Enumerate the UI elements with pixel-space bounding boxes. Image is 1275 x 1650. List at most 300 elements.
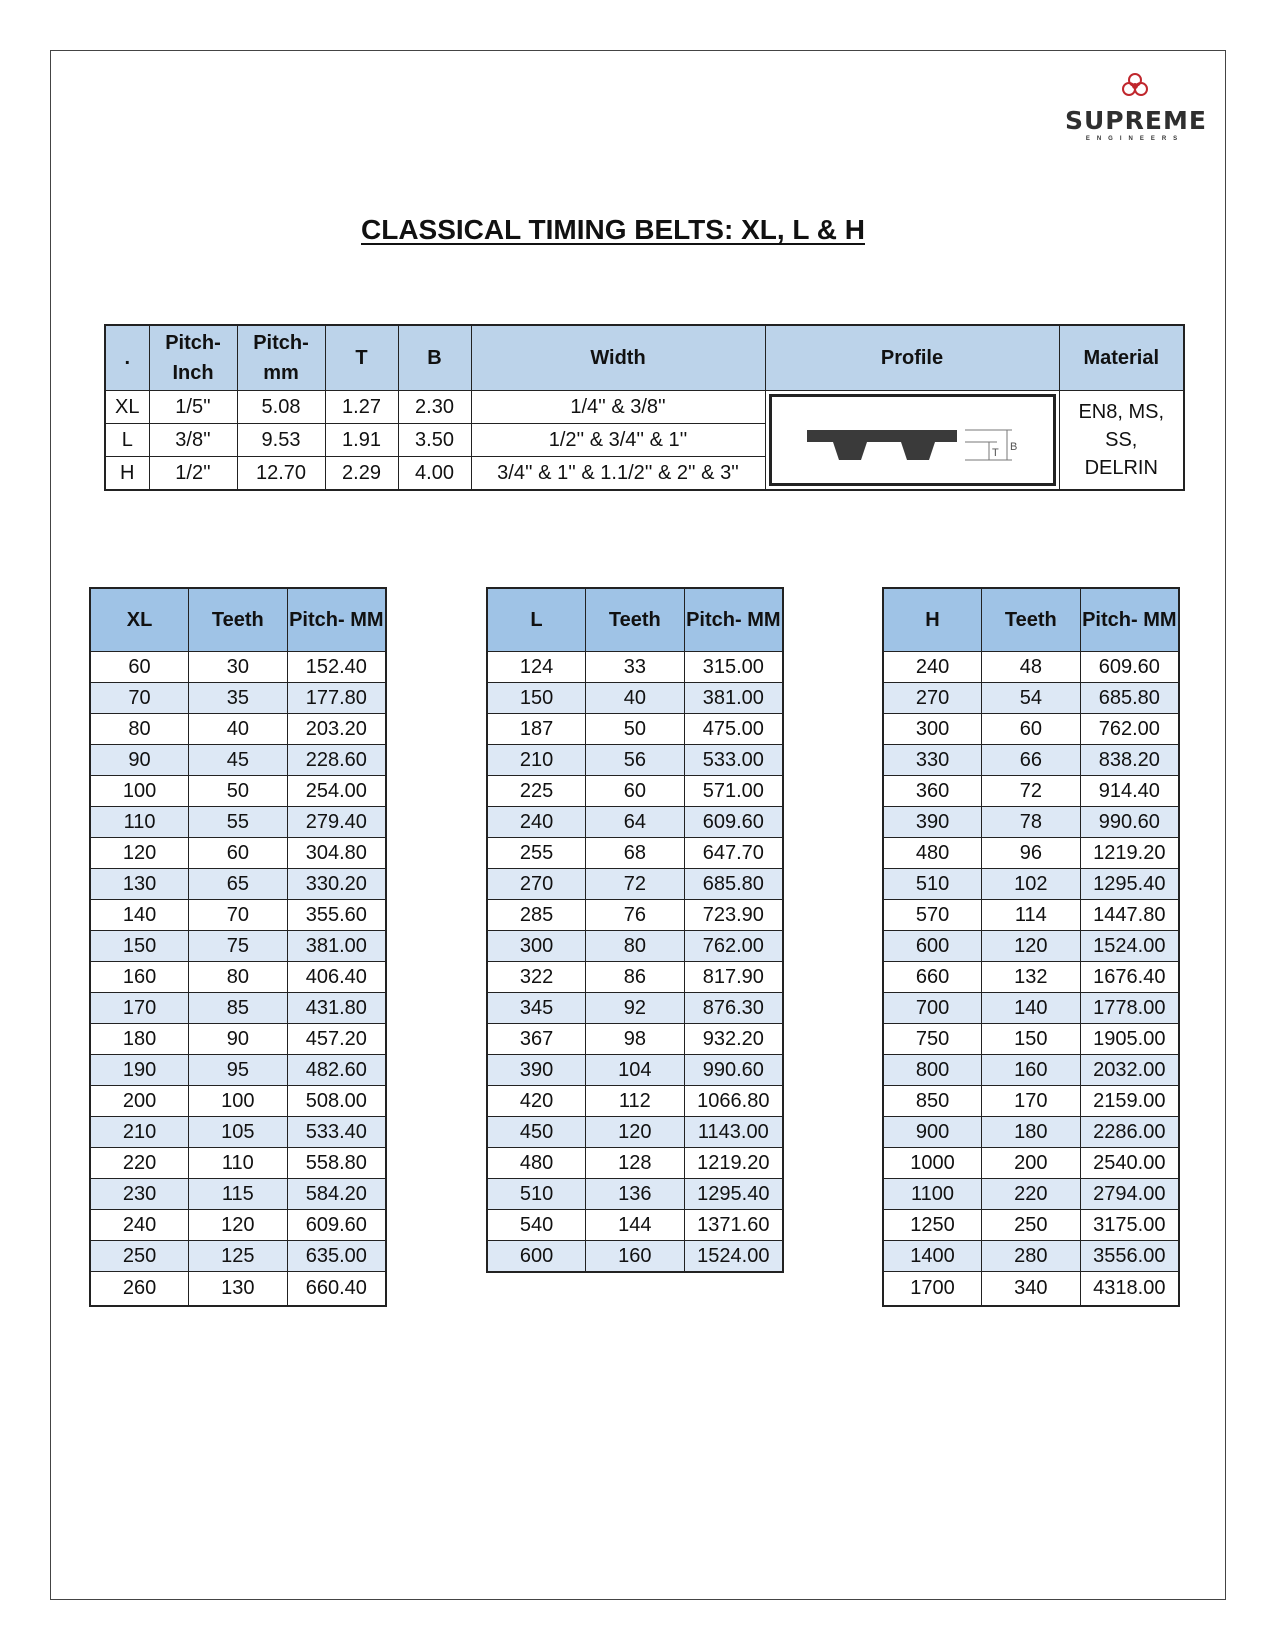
table-cell: 3556.00 xyxy=(1080,1241,1179,1272)
table-cell: 571.00 xyxy=(684,776,783,807)
table-cell: 990.60 xyxy=(684,1055,783,1086)
profile-cell xyxy=(765,391,1059,491)
table-cell: 723.90 xyxy=(684,900,783,931)
table-row xyxy=(90,714,386,745)
spec-header-b: B xyxy=(398,325,471,391)
table-cell: 85 xyxy=(189,993,288,1024)
table-cell: 2540.00 xyxy=(1080,1148,1179,1179)
table-row xyxy=(90,1148,386,1179)
col-header-teeth: Teeth xyxy=(586,588,685,652)
table-cell: 33 xyxy=(586,652,685,683)
table-row xyxy=(90,1055,386,1086)
table-cell: 1447.80 xyxy=(1080,900,1179,931)
table-cell: 1676.40 xyxy=(1080,962,1179,993)
profile-diagram xyxy=(769,394,1056,486)
table-cell: 68 xyxy=(586,838,685,869)
table-cell: 40 xyxy=(189,714,288,745)
table-cell: 322 xyxy=(487,962,586,993)
spec-header-type: . xyxy=(105,325,149,391)
table-cell: 70 xyxy=(90,683,189,714)
table-row xyxy=(90,931,386,962)
table-cell: 220 xyxy=(90,1148,189,1179)
table-row xyxy=(90,807,386,838)
table-cell: 30 xyxy=(189,652,288,683)
table-cell: 210 xyxy=(487,745,586,776)
table-cell: 60 xyxy=(189,838,288,869)
table-cell: 1066.80 xyxy=(684,1086,783,1117)
table-cell: 1778.00 xyxy=(1080,993,1179,1024)
table-row xyxy=(90,962,386,993)
spec-header-pitch-mm: Pitch- mm xyxy=(237,325,325,391)
table-cell: 80 xyxy=(189,962,288,993)
table-cell: 457.20 xyxy=(287,1024,386,1055)
table-cell: 240 xyxy=(90,1210,189,1241)
table-cell: 86 xyxy=(586,962,685,993)
spec-header-profile: Profile xyxy=(765,325,1059,391)
table-row xyxy=(90,1024,386,1055)
material-line: DELRIN xyxy=(1084,457,1158,479)
table-cell: 124 xyxy=(487,652,586,683)
table-row xyxy=(883,1086,1179,1117)
table-cell: 2032.00 xyxy=(1080,1055,1179,1086)
table-cell: 100 xyxy=(90,776,189,807)
table-row xyxy=(883,1272,1179,1307)
table-cell: 190 xyxy=(90,1055,189,1086)
table-cell: 152.40 xyxy=(287,652,386,683)
table-cell: 990.60 xyxy=(1080,807,1179,838)
table-row xyxy=(883,1148,1179,1179)
table-cell: 330 xyxy=(883,745,982,776)
spec-cell: L xyxy=(105,424,149,457)
belt-profile-icon xyxy=(797,410,1027,470)
spec-cell: 3/4'' & 1'' & 1.1/2'' & 2'' & 3'' xyxy=(471,457,765,491)
table-cell: 48 xyxy=(982,652,1081,683)
spec-cell: 1/2'' & 3/4'' & 1'' xyxy=(471,424,765,457)
table-row xyxy=(487,683,783,714)
table-header-row xyxy=(487,588,783,652)
table-cell: 285 xyxy=(487,900,586,931)
table-cell: 140 xyxy=(982,993,1081,1024)
table-cell: 92 xyxy=(586,993,685,1024)
table-cell: 270 xyxy=(883,683,982,714)
table-cell: 508.00 xyxy=(287,1086,386,1117)
xl-length-table xyxy=(89,587,387,1307)
table-row xyxy=(487,1117,783,1148)
table-cell: 230 xyxy=(90,1179,189,1210)
table-cell: 762.00 xyxy=(684,931,783,962)
table-cell: 685.80 xyxy=(684,869,783,900)
table-cell: 60 xyxy=(586,776,685,807)
table-cell: 1000 xyxy=(883,1148,982,1179)
table-cell: 1219.20 xyxy=(1080,838,1179,869)
table-row xyxy=(883,993,1179,1024)
table-row xyxy=(487,714,783,745)
table-cell: 300 xyxy=(487,931,586,962)
h-length-table xyxy=(882,587,1180,1307)
spec-cell: 2.29 xyxy=(325,457,398,491)
table-row xyxy=(90,993,386,1024)
table-cell: 850 xyxy=(883,1086,982,1117)
spec-row-xl xyxy=(105,391,1184,424)
table-row xyxy=(883,931,1179,962)
table-row xyxy=(883,838,1179,869)
table-row xyxy=(90,1117,386,1148)
table-cell: 78 xyxy=(982,807,1081,838)
col-header-l: L xyxy=(487,588,586,652)
table-row xyxy=(487,807,783,838)
table-cell: 102 xyxy=(982,869,1081,900)
table-row xyxy=(883,1179,1179,1210)
table-row xyxy=(487,900,783,931)
table-row xyxy=(90,1272,386,1307)
table-cell: 817.90 xyxy=(684,962,783,993)
table-cell: 1143.00 xyxy=(684,1117,783,1148)
table-cell: 90 xyxy=(189,1024,288,1055)
table-cell: 279.40 xyxy=(287,807,386,838)
table-cell: 420 xyxy=(487,1086,586,1117)
spec-cell: 3/8'' xyxy=(149,424,237,457)
table-row xyxy=(90,683,386,714)
spec-header-t: T xyxy=(325,325,398,391)
table-cell: 45 xyxy=(189,745,288,776)
table-row xyxy=(487,869,783,900)
table-cell: 260 xyxy=(90,1272,189,1307)
col-header-pitch-mm: Pitch- MM xyxy=(287,588,386,652)
table-cell: 355.60 xyxy=(287,900,386,931)
table-cell: 635.00 xyxy=(287,1241,386,1272)
spec-cell: 3.50 xyxy=(398,424,471,457)
table-cell: 76 xyxy=(586,900,685,931)
table-row xyxy=(90,1241,386,1272)
spec-cell: 12.70 xyxy=(237,457,325,491)
table-cell: 304.80 xyxy=(287,838,386,869)
table-cell: 360 xyxy=(883,776,982,807)
company-logo xyxy=(1065,72,1205,142)
logo-rings-icon xyxy=(1121,72,1149,98)
table-cell: 66 xyxy=(982,745,1081,776)
table-cell: 270 xyxy=(487,869,586,900)
table-cell: 390 xyxy=(487,1055,586,1086)
material-line: SS, xyxy=(1105,429,1138,451)
table-cell: 750 xyxy=(883,1024,982,1055)
table-cell: 475.00 xyxy=(684,714,783,745)
table-cell: 838.20 xyxy=(1080,745,1179,776)
table-cell: 228.60 xyxy=(287,745,386,776)
table-row xyxy=(883,962,1179,993)
table-cell: 390 xyxy=(883,807,982,838)
table-cell: 1250 xyxy=(883,1210,982,1241)
table-cell: 120 xyxy=(586,1117,685,1148)
table-row xyxy=(90,1086,386,1117)
table-cell: 132 xyxy=(982,962,1081,993)
table-row xyxy=(883,745,1179,776)
table-cell: 540 xyxy=(487,1210,586,1241)
table-row xyxy=(883,807,1179,838)
table-cell: 700 xyxy=(883,993,982,1024)
table-cell: 914.40 xyxy=(1080,776,1179,807)
table-row xyxy=(883,683,1179,714)
table-cell: 203.20 xyxy=(287,714,386,745)
table-cell: 70 xyxy=(189,900,288,931)
table-cell: 160 xyxy=(586,1241,685,1273)
table-cell: 345 xyxy=(487,993,586,1024)
table-row xyxy=(90,1210,386,1241)
table-cell: 558.80 xyxy=(287,1148,386,1179)
table-cell: 406.40 xyxy=(287,962,386,993)
table-cell: 114 xyxy=(982,900,1081,931)
table-cell: 255 xyxy=(487,838,586,869)
spec-cell: 5.08 xyxy=(237,391,325,424)
table-row xyxy=(487,1210,783,1241)
table-row xyxy=(487,745,783,776)
table-cell: 115 xyxy=(189,1179,288,1210)
table-cell: 160 xyxy=(982,1055,1081,1086)
table-cell: 160 xyxy=(90,962,189,993)
table-row xyxy=(90,869,386,900)
table-row xyxy=(883,1055,1179,1086)
table-cell: 112 xyxy=(586,1086,685,1117)
table-cell: 685.80 xyxy=(1080,683,1179,714)
table-cell: 1400 xyxy=(883,1241,982,1272)
table-cell: 60 xyxy=(90,652,189,683)
table-cell: 80 xyxy=(586,931,685,962)
spec-cell: 1/4'' & 3/8'' xyxy=(471,391,765,424)
table-cell: 254.00 xyxy=(287,776,386,807)
profile-t-label: T xyxy=(992,447,999,459)
table-cell: 225 xyxy=(487,776,586,807)
spec-cell: 1/2'' xyxy=(149,457,237,491)
table-row xyxy=(487,776,783,807)
table-row xyxy=(487,652,783,683)
table-cell: 75 xyxy=(189,931,288,962)
table-cell: 647.70 xyxy=(684,838,783,869)
table-cell: 240 xyxy=(487,807,586,838)
spec-cell: H xyxy=(105,457,149,491)
spec-table xyxy=(104,324,1185,491)
col-header-pitch-mm: Pitch- MM xyxy=(1080,588,1179,652)
table-cell: 280 xyxy=(982,1241,1081,1272)
table-cell: 240 xyxy=(883,652,982,683)
table-cell: 250 xyxy=(982,1210,1081,1241)
table-cell: 340 xyxy=(982,1272,1081,1307)
table-cell: 150 xyxy=(90,931,189,962)
table-row xyxy=(883,900,1179,931)
profile-b-label: B xyxy=(1010,441,1018,453)
table-cell: 64 xyxy=(586,807,685,838)
table-cell: 200 xyxy=(90,1086,189,1117)
table-cell: 2794.00 xyxy=(1080,1179,1179,1210)
table-cell: 1905.00 xyxy=(1080,1024,1179,1055)
table-cell: 2286.00 xyxy=(1080,1117,1179,1148)
table-cell: 609.60 xyxy=(1080,652,1179,683)
table-cell: 150 xyxy=(982,1024,1081,1055)
table-cell: 482.60 xyxy=(287,1055,386,1086)
spec-header-material: Material xyxy=(1059,325,1184,391)
table-cell: 180 xyxy=(982,1117,1081,1148)
table-cell: 510 xyxy=(883,869,982,900)
table-row xyxy=(90,745,386,776)
table-cell: 584.20 xyxy=(287,1179,386,1210)
table-cell: 65 xyxy=(189,869,288,900)
table-cell: 480 xyxy=(883,838,982,869)
table-cell: 381.00 xyxy=(684,683,783,714)
table-cell: 431.80 xyxy=(287,993,386,1024)
table-cell: 125 xyxy=(189,1241,288,1272)
table-cell: 72 xyxy=(586,869,685,900)
table-cell: 120 xyxy=(189,1210,288,1241)
spec-cell: 1.27 xyxy=(325,391,398,424)
table-cell: 609.60 xyxy=(684,807,783,838)
table-cell: 128 xyxy=(586,1148,685,1179)
table-row xyxy=(487,838,783,869)
spec-cell: 2.30 xyxy=(398,391,471,424)
table-cell: 876.30 xyxy=(684,993,783,1024)
table-cell: 72 xyxy=(982,776,1081,807)
logo-tagline: ENGINEERS xyxy=(1085,136,1185,142)
table-cell: 250 xyxy=(90,1241,189,1272)
table-cell: 96 xyxy=(982,838,1081,869)
table-row xyxy=(90,652,386,683)
table-row xyxy=(487,1055,783,1086)
table-cell: 55 xyxy=(189,807,288,838)
col-header-pitch-mm: Pitch- MM xyxy=(684,588,783,652)
table-row xyxy=(487,931,783,962)
table-row xyxy=(90,838,386,869)
table-cell: 210 xyxy=(90,1117,189,1148)
table-row xyxy=(883,776,1179,807)
spec-cell: 1/5'' xyxy=(149,391,237,424)
table-cell: 80 xyxy=(90,714,189,745)
table-cell: 140 xyxy=(90,900,189,931)
material-cell xyxy=(1059,391,1184,491)
table-cell: 381.00 xyxy=(287,931,386,962)
table-cell: 177.80 xyxy=(287,683,386,714)
table-cell: 98 xyxy=(586,1024,685,1055)
table-cell: 600 xyxy=(487,1241,586,1273)
table-cell: 800 xyxy=(883,1055,982,1086)
table-cell: 3175.00 xyxy=(1080,1210,1179,1241)
table-cell: 50 xyxy=(189,776,288,807)
table-cell: 150 xyxy=(487,683,586,714)
table-header-row xyxy=(90,588,386,652)
table-cell: 315.00 xyxy=(684,652,783,683)
table-row xyxy=(883,1210,1179,1241)
spec-header-width: Width xyxy=(471,325,765,391)
col-header-xl: XL xyxy=(90,588,189,652)
table-cell: 1295.40 xyxy=(1080,869,1179,900)
table-cell: 105 xyxy=(189,1117,288,1148)
table-cell: 300 xyxy=(883,714,982,745)
table-cell: 1100 xyxy=(883,1179,982,1210)
table-cell: 136 xyxy=(586,1179,685,1210)
table-cell: 220 xyxy=(982,1179,1081,1210)
spec-cell: 4.00 xyxy=(398,457,471,491)
table-cell: 130 xyxy=(189,1272,288,1307)
spec-cell: 1.91 xyxy=(325,424,398,457)
table-cell: 4318.00 xyxy=(1080,1272,1179,1307)
table-cell: 1524.00 xyxy=(1080,931,1179,962)
table-row xyxy=(487,1024,783,1055)
table-row xyxy=(883,1117,1179,1148)
table-cell: 60 xyxy=(982,714,1081,745)
table-cell: 50 xyxy=(586,714,685,745)
table-row xyxy=(883,1241,1179,1272)
table-cell: 367 xyxy=(487,1024,586,1055)
table-cell: 144 xyxy=(586,1210,685,1241)
col-header-h: H xyxy=(883,588,982,652)
logo-name: SUPREME xyxy=(1065,106,1207,135)
table-cell: 35 xyxy=(189,683,288,714)
table-cell: 95 xyxy=(189,1055,288,1086)
table-cell: 170 xyxy=(90,993,189,1024)
spec-cell: 9.53 xyxy=(237,424,325,457)
table-cell: 660 xyxy=(883,962,982,993)
table-cell: 1700 xyxy=(883,1272,982,1307)
l-length-table xyxy=(486,587,784,1273)
table-row xyxy=(883,1024,1179,1055)
table-cell: 1371.60 xyxy=(684,1210,783,1241)
table-row xyxy=(487,962,783,993)
table-row xyxy=(487,1179,783,1210)
table-row xyxy=(487,993,783,1024)
spec-header-pitch-inch: Pitch- Inch xyxy=(149,325,237,391)
table-cell: 2159.00 xyxy=(1080,1086,1179,1117)
table-row xyxy=(487,1241,783,1273)
table-cell: 187 xyxy=(487,714,586,745)
table-row xyxy=(883,652,1179,683)
table-cell: 1524.00 xyxy=(684,1241,783,1273)
spec-header-row xyxy=(105,325,1184,391)
table-cell: 56 xyxy=(586,745,685,776)
table-cell: 100 xyxy=(189,1086,288,1117)
table-cell: 170 xyxy=(982,1086,1081,1117)
page-title: CLASSICAL TIMING BELTS: XL, L & H xyxy=(361,214,865,245)
table-cell: 54 xyxy=(982,683,1081,714)
table-cell: 1219.20 xyxy=(684,1148,783,1179)
col-header-teeth: Teeth xyxy=(982,588,1081,652)
table-cell: 900 xyxy=(883,1117,982,1148)
table-row xyxy=(487,1086,783,1117)
table-cell: 600 xyxy=(883,931,982,962)
table-cell: 762.00 xyxy=(1080,714,1179,745)
table-cell: 180 xyxy=(90,1024,189,1055)
table-cell: 510 xyxy=(487,1179,586,1210)
table-cell: 1295.40 xyxy=(684,1179,783,1210)
table-row xyxy=(90,900,386,931)
table-cell: 932.20 xyxy=(684,1024,783,1055)
table-cell: 609.60 xyxy=(287,1210,386,1241)
table-cell: 330.20 xyxy=(287,869,386,900)
spec-cell: XL xyxy=(105,391,149,424)
table-cell: 570 xyxy=(883,900,982,931)
table-header-row xyxy=(883,588,1179,652)
table-cell: 533.40 xyxy=(287,1117,386,1148)
table-cell: 200 xyxy=(982,1148,1081,1179)
table-cell: 480 xyxy=(487,1148,586,1179)
table-cell: 660.40 xyxy=(287,1272,386,1307)
table-cell: 120 xyxy=(982,931,1081,962)
table-row xyxy=(883,714,1179,745)
table-cell: 40 xyxy=(586,683,685,714)
material-line: EN8, MS, xyxy=(1078,401,1165,423)
table-row xyxy=(90,1179,386,1210)
table-cell: 533.00 xyxy=(684,745,783,776)
table-cell: 110 xyxy=(90,807,189,838)
table-row xyxy=(883,869,1179,900)
table-cell: 90 xyxy=(90,745,189,776)
col-header-teeth: Teeth xyxy=(189,588,288,652)
table-row xyxy=(487,1148,783,1179)
